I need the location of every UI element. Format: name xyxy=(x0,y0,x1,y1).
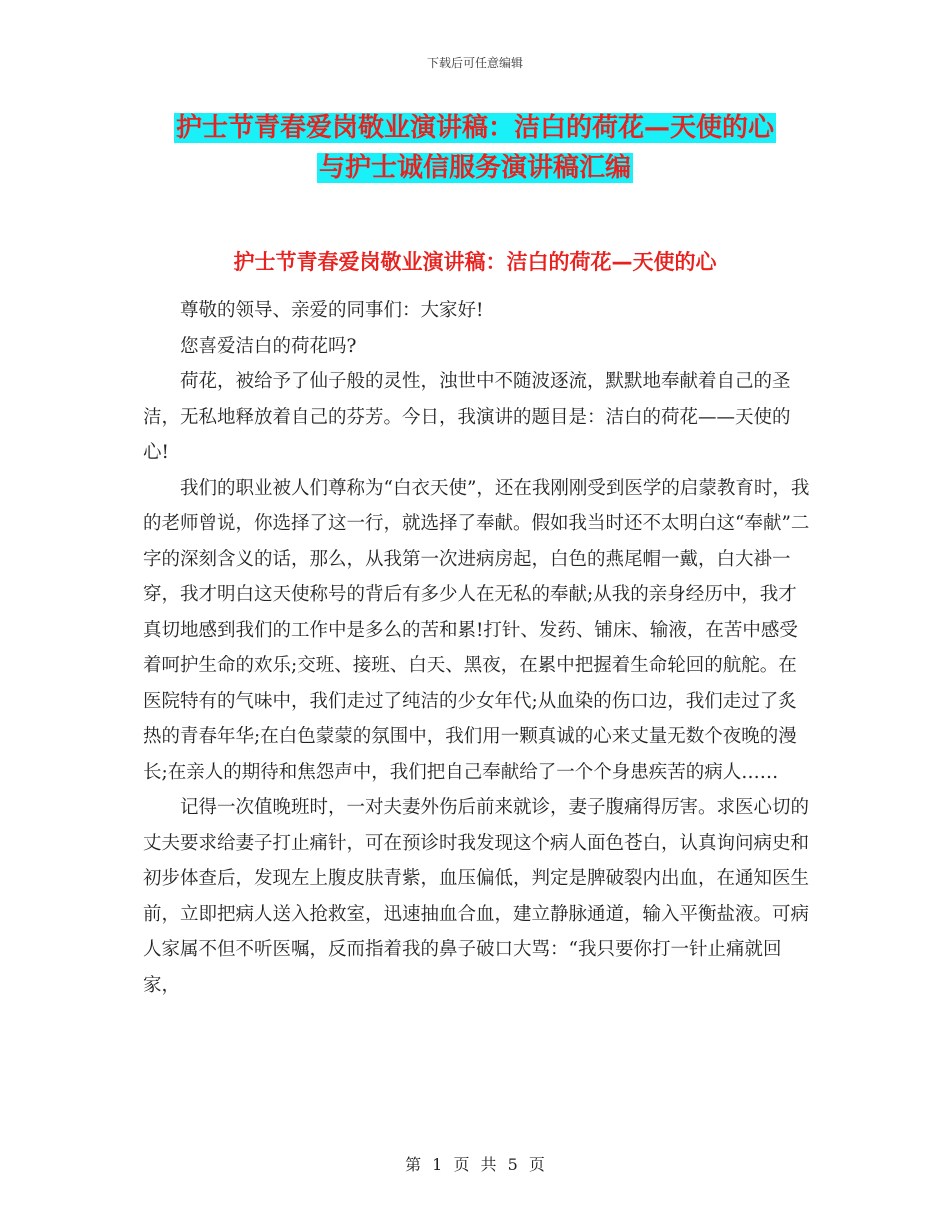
title-line-2: 与护士诚信服务演讲稿汇编 xyxy=(318,153,631,183)
section-title: 护士节青春爱岗敬业演讲稿：洁白的荷花—天使的心 xyxy=(233,250,717,274)
header-note: 下载后可任意编辑 xyxy=(426,56,523,70)
title-line-1: 护士节青春爱岗敬业演讲稿：洁白的荷花—天使的心 xyxy=(175,113,774,143)
paragraph-lotus: 荷花，被给予了仙子般的灵性，浊世中不随波逐流，默默地奉献着自己的圣洁，无私地释放着自己的芬芳。今日，我演讲的题目是：洁白的荷花——天使的心! xyxy=(143,371,791,463)
page-footer: 第 1 页 共 5 页 xyxy=(405,1155,545,1174)
document-title xyxy=(0,108,950,188)
paragraph-greeting: 尊敬的领导、亲爱的同事们：大家好! xyxy=(180,300,484,321)
paragraph-night-shift: 记得一次值晚班时，一对夫妻外伤后前来就诊，妻子腹痛得厉害。求医心切的丈夫要求给妻子打止痛针，可在预诊时我发现这个病人面色苍白，认真询问病史和初步体查后，发现左上腹皮肤青紫，血压偏低，判定是脾破裂内出血，在通知医生前，立即把病人送入抢救室，迅速抽血合血，建立静脉通道，输入平衡盐液。可病人家属不但不听医嘱，反而指着我的鼻子破口大骂：“我只要你打一针止痛就回家， xyxy=(143,797,810,996)
paragraph-profession: 我们的职业被人们尊称为“白衣天使”，还在我刚刚受到医学的启蒙教育时，我的老师曾说，你选择了这一行，就选择了奉献。假如我当时还不太明白这“奉献”二字的深刻含义的话，那么，从我第一次进病房起，白色的燕尾帽一戴，白大褂一穿，我才明白这天使称号的背后有多少人在无私的奉献;从我的亲身经历中，我才真切地感到我们的工作中是多么的苦和累!打针、发药、铺床、输液，在苦中感受着呵护生命的欢乐;交班、接班、白天、黑夜，在累中把握着生命轮回的航舵。在医院特有的气味中，我们走过了纯洁的少女年代;从血染的伤口边，我们走过了炙热的青春年华;在白色蒙蒙的氛围中，我们用一颗真诚的心来丈量无数个夜晚的漫长;在亲人的期待和焦怨声中，我们把自己奉献给了一个个身患疾苦的病人…… xyxy=(143,477,810,783)
speech-body xyxy=(143,293,813,1003)
paragraph-question: 您喜爱洁白的荷花吗? xyxy=(180,335,357,357)
